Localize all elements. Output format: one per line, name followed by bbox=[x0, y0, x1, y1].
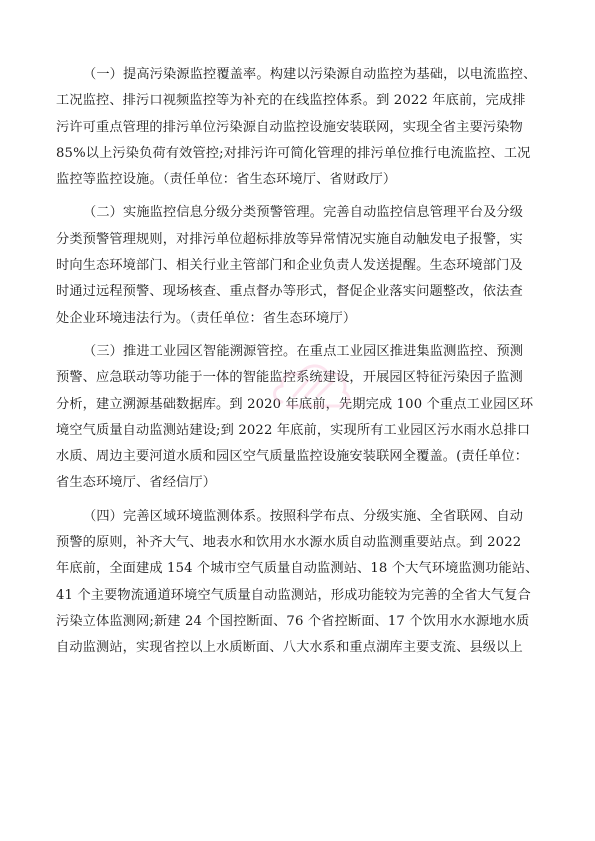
text-line: 时通过远程预警、现场核查、重点督办等形式，督促企业落实问题整改，依法查 bbox=[56, 284, 523, 300]
paragraph-1 bbox=[56, 62, 546, 193]
text-line: （二）实施监控信息分级分类预警管理。完善自动监控信息管理平台及分级 bbox=[83, 205, 524, 221]
text-line: （四）完善区域环境监测体系。按照科学布点、分级实施、全省联网、自动 bbox=[83, 508, 524, 524]
text-line: 预警、应急联动等功能于一体的智能监控系统建设，开展园区特征污染因子监测 bbox=[56, 370, 523, 386]
text-line: （三）推进工业园区智能溯源管控。在重点工业园区推进集监测监控、预测 bbox=[83, 343, 524, 359]
text-line: 41 个主要物流通道环境空气质量自动监测站，形成功能较为完善的全省大气复合 bbox=[56, 587, 531, 603]
text-line: 工况监控、排污口视频监控等为补充的在线监控体系。到 2022 年底前，完成排 bbox=[56, 93, 526, 109]
text-line: 水质、周边主要河道水质和园区空气质量监控设施安装联网全覆盖。(责任单位： bbox=[56, 449, 529, 465]
text-line: 处企业环境违法行为。（责任单位：省生态环境厅） bbox=[56, 310, 357, 326]
text-line: 污染立体监测网;新建 24 个国控断面、76 个省控断面、17 个饮用水水源地水质 bbox=[56, 613, 530, 629]
text-line: 分类预警管理规则，对排污单位超标排放等异常情况实施自动触发电子报警，实 bbox=[56, 231, 523, 247]
text-line: 自动监测站，实现省控以上水质断面、八大水系和重点湖库主要支流、县级以上 bbox=[56, 640, 523, 656]
text-line: 监控等监控设施。（责任单位：省生态环境厅、省财政厅） bbox=[56, 172, 397, 188]
paragraph-4 bbox=[56, 504, 546, 662]
paragraph-3 bbox=[56, 339, 546, 497]
text-line: 省生态环境厅、省经信厅） bbox=[56, 475, 217, 491]
text-line: 境空气质量自动监测站建设;到 2022 年底前，实现所有工业园区污水雨水总排口 bbox=[56, 422, 531, 438]
text-line: 分析，建立溯源基础数据库。到 2020 年底前，先期完成 100 个重点工业园区环 bbox=[56, 396, 534, 412]
text-line: 85%以上污染负荷有效管控;对排污许可简化管理的排污单位推行电流监控、工况 bbox=[56, 145, 531, 161]
text-line: 预警的原则，补齐大气、地表水和饮用水水源水质自动监测重要站点。到 2022 bbox=[56, 535, 522, 551]
text-line: （一）提高污染源监控覆盖率。构建以污染源自动监控为基础，以电流监控、 bbox=[83, 67, 537, 82]
text-line: 年底前，全面建成 154 个城市空气质量自动监测站、18 个大气环境监测功能站、 bbox=[56, 561, 539, 577]
document-body bbox=[56, 62, 546, 669]
text-line: 污许可重点管理的排污单位污染源自动监控设施安装联网，实现全省主要污染物 bbox=[56, 119, 523, 135]
paragraph-2 bbox=[56, 200, 546, 331]
text-line: 时向生态环境部门、相关行业主管部门和企业负责人发送提醒。生态环境部门及 bbox=[56, 258, 523, 274]
